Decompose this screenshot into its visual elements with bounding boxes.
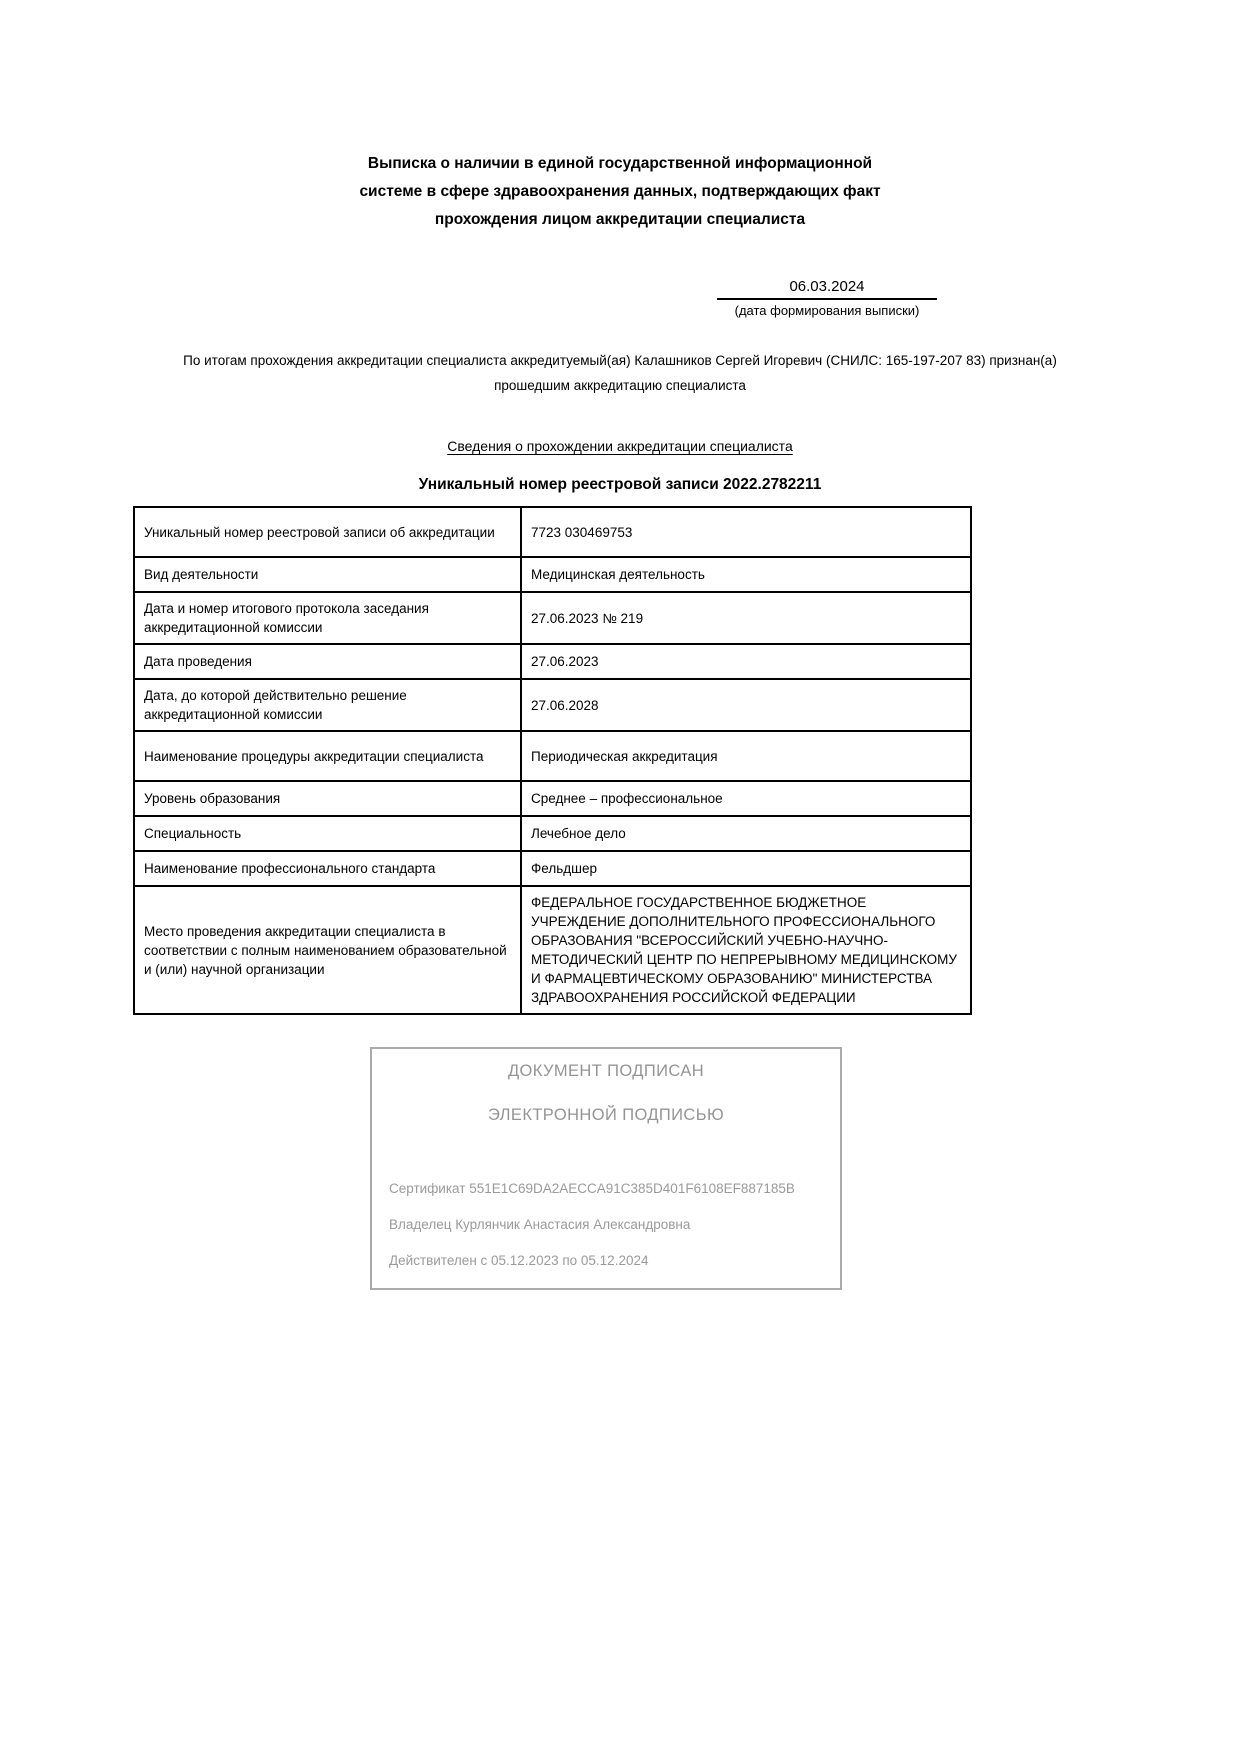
row-value: ФЕДЕРАЛЬНОЕ ГОСУДАРСТВЕННОЕ БЮДЖЕТНОЕ УЧРЕЖДЕНИЕ ДОПОЛНИТЕЛЬНОГО ПРОФЕССИОНАЛЬНОГО ОБРАЗОВАНИЯ "ВСЕРОССИЙСКИЙ УЧЕБНО-НАУЧНО-МЕТОДИЧЕСКИЙ ЦЕНТР ПО НЕПРЕРЫВНОМУ МЕДИЦИНСКОМУ И ФАРМАЦЕВТИЧЕСКОМУ ОБРАЗОВАНИЮ" МИНИСТЕРСТВА ЗДРАВООХРАНЕНИЯ РОССИЙСКОЙ ФЕДЕРАЦИИ (521, 886, 971, 1014)
table-row (134, 592, 971, 644)
table-row (134, 557, 971, 592)
signature-owner: Владелец Курлянчик Анастасия Александровна (389, 1217, 691, 1232)
document-title-line: прохождения лицом аккредитации специалиста (434, 211, 806, 228)
table-row (134, 507, 971, 557)
row-value: Периодическая аккредитация (521, 731, 971, 781)
signature-box (370, 1047, 842, 1290)
row-label: Вид деятельности (134, 557, 521, 592)
table-row (134, 644, 971, 679)
row-value: Среднее – профессиональное (521, 781, 971, 816)
signature-heading-line1: ДОКУМЕНТ ПОДПИСАН (507, 1062, 705, 1080)
table-row (134, 886, 971, 1014)
row-value: 7723 030469753 (521, 507, 971, 557)
signature-validity: Действителен с 05.12.2023 по 05.12.2024 (389, 1253, 649, 1268)
table-row (134, 781, 971, 816)
row-label: Место проведения аккредитации специалиста в соответствии с полным наименованием образовательной и (или) научной организации (134, 886, 521, 1014)
extract-date: 06.03.2024 (717, 278, 937, 300)
row-label: Уровень образования (134, 781, 521, 816)
signature-certificate: Сертификат 551E1C69DA2AECCA91C385D401F6108EF887185B (389, 1181, 795, 1196)
row-label: Дата и номер итогового протокола заседания аккредитационной комиссии (134, 592, 521, 644)
row-value: 27.06.2028 (521, 679, 971, 731)
extract-date-block (717, 278, 937, 318)
document-title (0, 0, 1240, 234)
row-label: Дата проведения (134, 644, 521, 679)
document-title-line: Выписка о наличии в единой государственной информационной (367, 155, 873, 172)
row-label: Специальность (134, 816, 521, 851)
extract-date-caption: (дата формирования выписки) (734, 303, 920, 318)
row-label: Дата, до которой действительно решение аккредитационной комиссии (134, 679, 521, 731)
intro-paragraph: По итогам прохождения аккредитации специалиста аккредитуемый(ая) Калашников Сергей Игоревич (СНИЛС: 165-197-207 83) признан(а) прошедшим аккредитацию специалиста (183, 353, 1057, 393)
row-value: Фельдшер (521, 851, 971, 886)
row-label: Наименование профессионального стандарта (134, 851, 521, 886)
row-value: Лечебное дело (521, 816, 971, 851)
table-row (134, 816, 971, 851)
row-label: Уникальный номер реестровой записи об аккредитации (134, 507, 521, 557)
row-value: Медицинская деятельность (521, 557, 971, 592)
row-value: 27.06.2023 № 219 (521, 592, 971, 644)
record-number-heading: Уникальный номер реестровой записи 2022.2782211 (418, 476, 822, 493)
accreditation-table (133, 506, 972, 1015)
table-row (134, 851, 971, 886)
table-row (134, 679, 971, 731)
document-title-line: системе в сфере здравоохранения данных, подтверждающих факт (359, 183, 881, 200)
row-value: 27.06.2023 (521, 644, 971, 679)
signature-heading-line2: ЭЛЕКТРОННОЙ ПОДПИСЬЮ (487, 1106, 725, 1124)
section-heading: Сведения о прохождении аккредитации специалиста (447, 438, 793, 454)
table-row (134, 731, 971, 781)
row-label: Наименование процедуры аккредитации специалиста (134, 731, 521, 781)
